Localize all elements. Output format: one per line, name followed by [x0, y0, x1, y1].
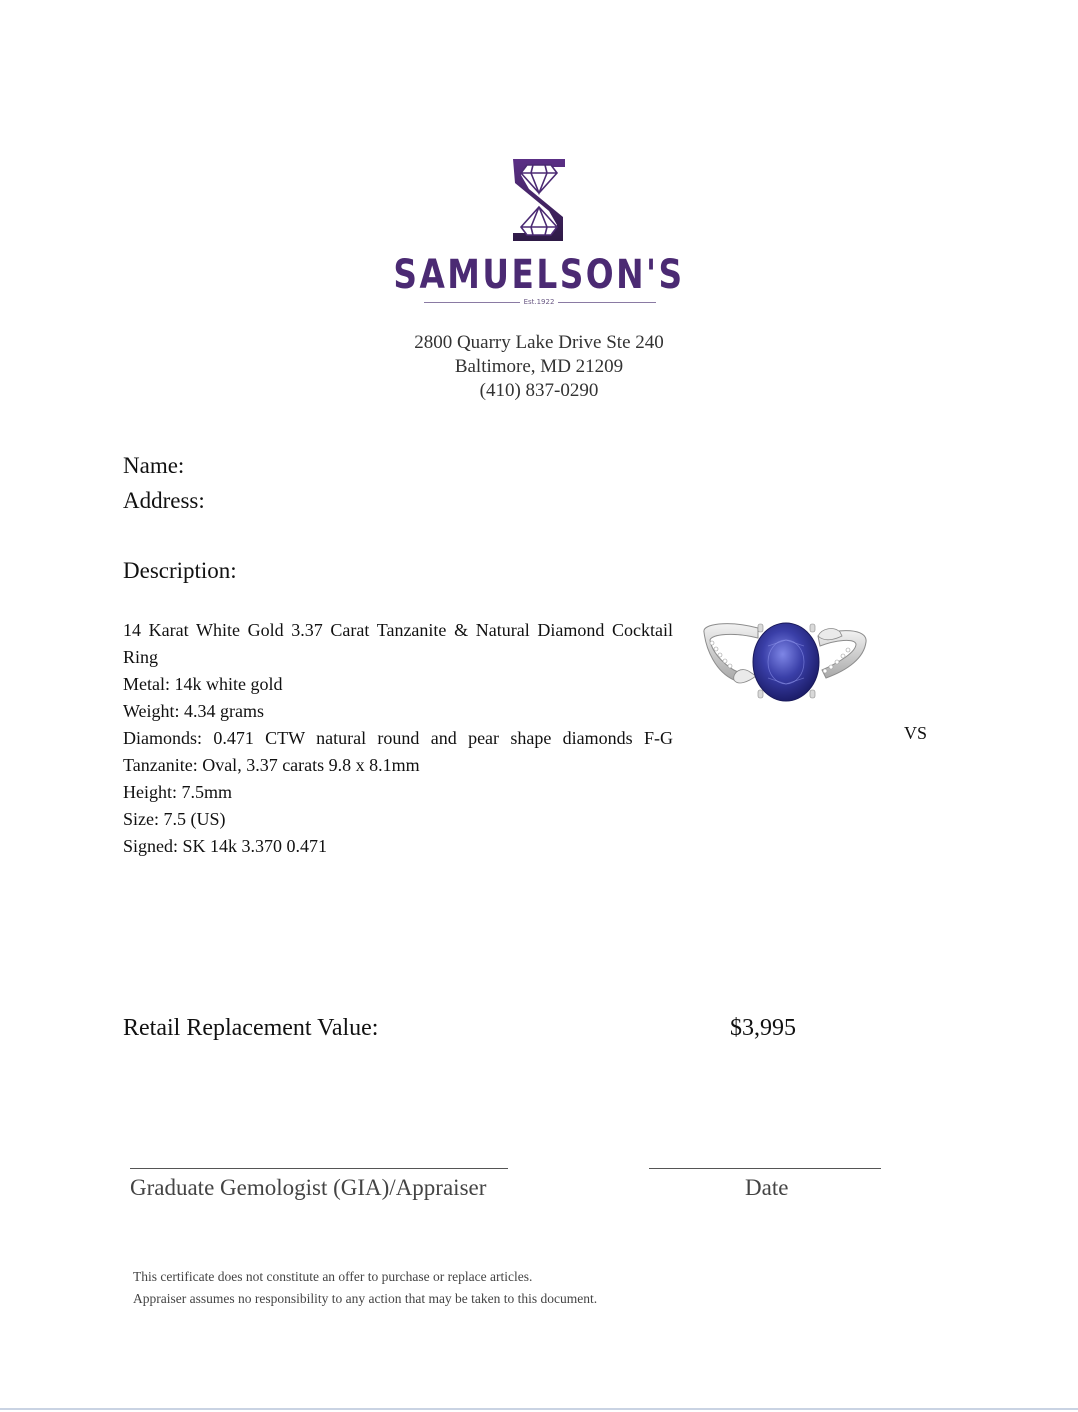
address-line-phone: (410) 837-0290	[479, 380, 599, 401]
store-address	[0, 331, 1078, 403]
item-description	[123, 617, 673, 860]
established-year: Est.1922	[0, 298, 1078, 306]
diamond-s-monogram-icon	[507, 155, 571, 245]
item-diamonds: Diamonds: 0.471 CTW natural round and pear shape diamonds F-G	[123, 728, 673, 748]
diamond-clarity: VS	[904, 723, 928, 743]
address-line-city: Baltimore, MD 21209	[454, 356, 624, 377]
item-metal: Metal: 14k white gold	[123, 674, 283, 694]
appraiser-label: Graduate Gemologist (GIA)/Appraiser	[130, 1175, 487, 1200]
date-signature-line	[649, 1168, 881, 1169]
item-height: Height: 7.5mm	[123, 782, 232, 802]
item-size: Size: 7.5 (US)	[123, 809, 226, 829]
disclaimer-line: This certificate does not constitute an offer to purchase or replace articles.	[133, 1269, 533, 1284]
ring-photo	[698, 610, 873, 710]
page-bottom-border	[0, 1408, 1078, 1410]
item-weight: Weight: 4.34 grams	[123, 701, 265, 721]
appraiser-signature-line	[130, 1168, 508, 1169]
retail-value-label: Retail Replacement Value:	[123, 1015, 379, 1041]
description-label: Description:	[123, 558, 237, 583]
item-tanzanite: Tanzanite: Oval, 3.37 carats 9.8 x 8.1mm	[123, 755, 420, 775]
address-line-street: 2800 Quarry Lake Drive Ste 240	[414, 332, 664, 353]
brand-name: SAMUELSON'S	[393, 252, 685, 298]
item-title: 14 Karat White Gold 3.37 Carat Tanzanite & Natural Diamond Cocktail Ring	[123, 620, 673, 667]
logo	[0, 155, 1078, 245]
disclaimer-line: Appraiser assumes no responsibility to any action that may be taken to this document.	[133, 1291, 598, 1306]
address-label: Address:	[123, 488, 205, 513]
item-signed: Signed: SK 14k 3.370 0.471	[123, 836, 328, 856]
disclaimer	[133, 1266, 597, 1310]
name-label: Name:	[123, 453, 185, 478]
retail-value-amount: $3,995	[730, 1015, 796, 1041]
date-label: Date	[745, 1175, 789, 1200]
